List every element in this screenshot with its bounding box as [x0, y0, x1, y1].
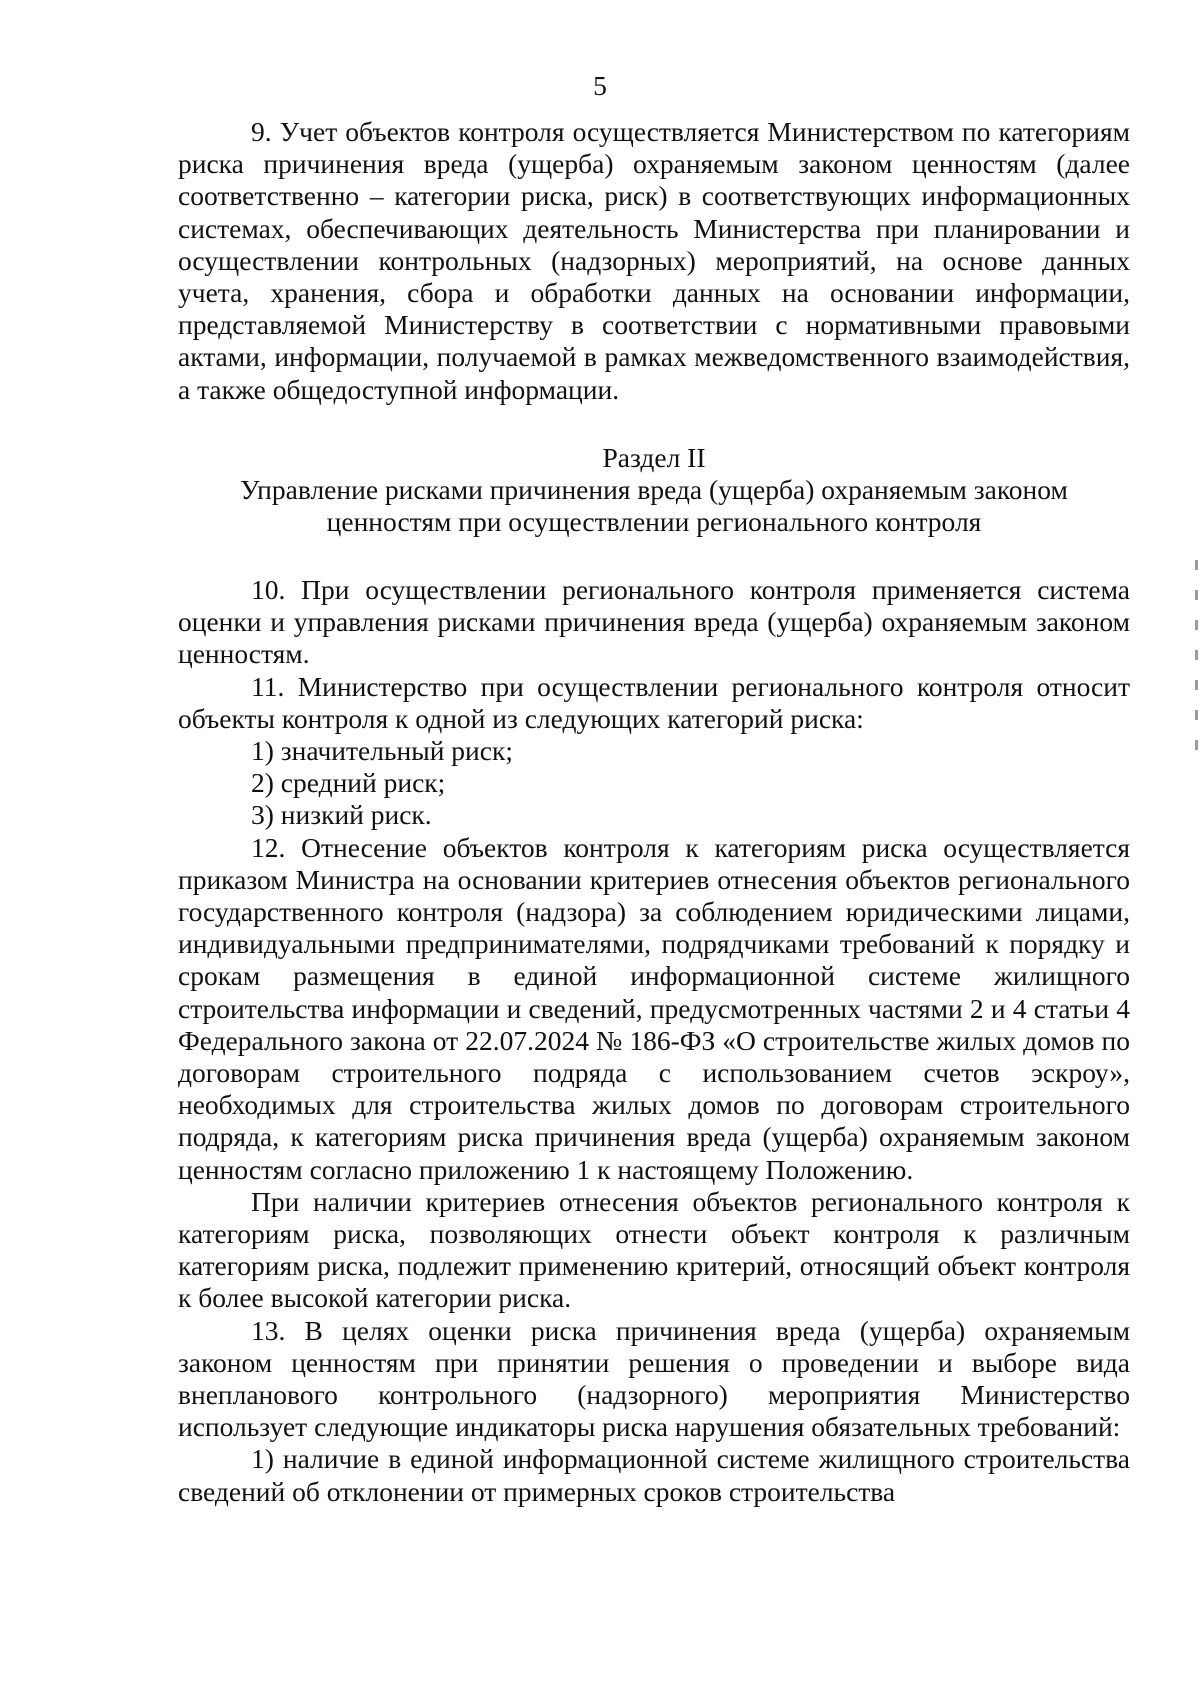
paragraph-13-item-1: 1) наличие в единой информационной системе жилищного строительства сведений об отклонении от примерных сроков строительства — [178, 1443, 1130, 1507]
section-title-line-1: Управление рисками причинения вреда (ущерба) охраняемым законом — [240, 474, 1068, 506]
page-number: 5 — [593, 70, 607, 101]
risk-item-low: 3) низкий риск. — [251, 799, 432, 831]
scan-margin-marks — [1190, 560, 1200, 780]
paragraph-10: 10. При осуществлении регионального контроля применяется система оценки и управления рисками причинения вреда (ущерба) охраняемым законом ценностям. — [178, 574, 1130, 670]
section-title-line-2: ценностям при осуществлении регионального контроля — [326, 506, 982, 538]
risk-item-significant: 1) значительный риск; — [251, 735, 513, 767]
paragraph-9: 9. Учет объектов контроля осуществляется Министерством по категориям риска причинения вреда (ущерба) охраняемым законом ценностям (далее соответственно – категории риска, риск) в соответствующих информационных системах, обеспечивающих деятельность Министерства при планировании и осуществлении контрольных (надзорных) мероприятий, на основе данных учета, хранения, сбора и обработки данных на основании информации, представляемой Министерству в соответствии с нормативными правовыми актами, информации, получаемой в рамках межведомственного взаимодействия, а также общедоступной информации. — [178, 116, 1130, 405]
clause-9-block — [178, 116, 1130, 406]
risk-item-medium: 2) средний риск; — [251, 767, 446, 799]
paragraph-12: 12. Отнесение объектов контроля к категориям риска осуществляется приказом Министра на основании критериев отнесения объектов регионального государственного контроля (надзора) за соблюдением юридическими лицами, индивидуальными предпринимателями, подрядчиками требований к порядку и срокам размещения в единой информационной системе жилищного строительства информации и сведений, предусмотренных частями 2 и 4 статьи 4 Федерального закона от 22.07.2024 № 186-ФЗ «О строительстве жилых домов по договорам строительного подряда с использованием счетов эскроу», необходимых для строительства жилых домов по договорам строительного подряда, к категориям риска причинения вреда (ущерба) охраняемым законом ценностям согласно приложению 1 к настоящему Положению. — [178, 831, 1130, 1185]
paragraph-11: 11. Министерство при осуществлении регионального контроля относит объекты контроля к одной из следующих категорий риска: — [178, 670, 1130, 734]
paragraph-13: 13. В целях оценки риска причинения вреда (ущерба) охраняемым законом ценностям при принятии решения о проведении и выборе вида внепланового контрольного (надзорного) мероприятия Министерство использует следующие индикаторы риска нарушения обязательных требований: — [178, 1314, 1130, 1443]
section-body — [178, 574, 1130, 1508]
section-label: Раздел II — [602, 442, 706, 473]
paragraph-12-continued: При наличии критериев отнесения объектов регионального контроля к категориям риска, позволяющих отнести объект контроля к различным категориям риска, подлежит применению критерий, относящий объект контроля к более высокой категории риска. — [178, 1185, 1130, 1314]
section-heading — [178, 442, 1130, 539]
